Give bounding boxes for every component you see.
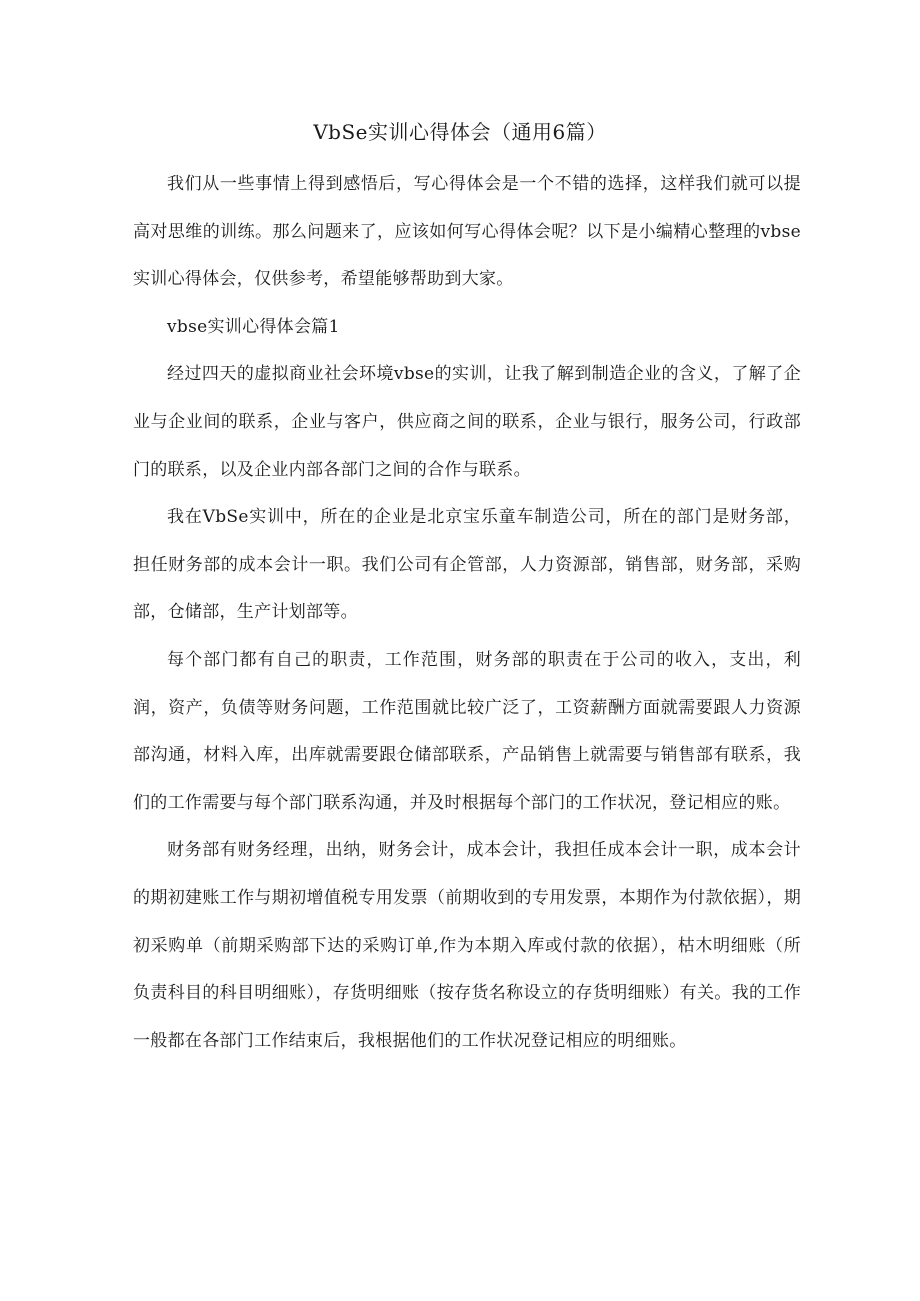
intro-paragraph: 我们从一些事情上得到感悟后，写心得体会是一个不错的选择，这样我们就可以提高对思维的训练。那么问题来了，应该如何写心得体会呢？以下是小编精心整理的vbse实训心得体会，仅供参考，希望能够帮助到大家。 [133,174,801,290]
body-paragraph: 经过四天的虚拟商业社会环境vbse的实训，让我了解到制造企业的含义，了解了企业与企业间的联系，企业与客户，供应商之间的联系，企业与银行，服务公司，行政部门的联系，以及企业内部各部门之间的合作与联系。 [133,364,801,480]
document-body [133,161,801,1065]
document-title: VbSe实训心得体会（通用6篇） [313,120,607,144]
body-paragraph: 每个部门都有自己的职责，工作范围，财务部的职责在于公司的收入，支出，利润，资产，负债等财务问题，工作范围就比较广泛了，工资薪酬方面就需要跟人力资源部沟通，材料入库，出库就需要跟仓储部联系，产品销售上就需要与销售部有联系，我们的工作需要与每个部门联系沟通，并及时根据每个部门的工作状况，登记相应的账。 [133,649,801,813]
body-paragraph: 财务部有财务经理，出纳，财务会计，成本会计，我担任成本会计一职，成本会计的期初建账工作与期初增值税专用发票（前期收到的专用发票，本期作为付款依据），期初采购单（前期采购部下达的采购订单,作为本期入库或付款的依据），枯木明细账（所负责科目的科目明细账），存货明细账（按存货名称设立的存货明细账）有关。我的工作一般都在各部门工作结束后，我根据他们的工作状况登记相应的明细账。 [133,840,801,1051]
section-heading: vbse实训心得体会篇1 [167,316,340,337]
body-paragraph: 我在VbSe实训中，所在的企业是北京宝乐童车制造公司，所在的部门是财务部，担任财务部的成本会计一职。我们公司有企管部，人力资源部，销售部，财务部，采购部，仓储部，生产计划部等。 [133,507,801,623]
